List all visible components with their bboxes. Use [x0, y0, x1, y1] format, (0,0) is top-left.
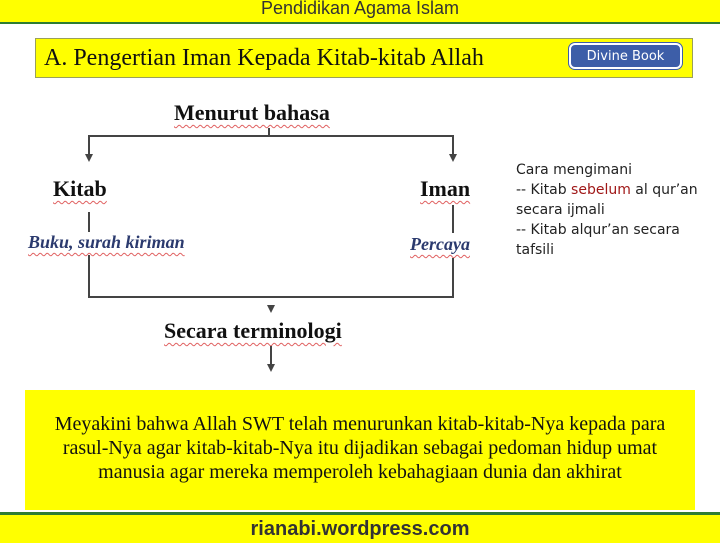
- divine-book-label: Divine Book: [586, 48, 665, 64]
- line1-highlight: sebelum: [571, 182, 631, 198]
- connector-left: [88, 135, 90, 155]
- arrow-right-icon: [449, 154, 457, 162]
- definition-box: [25, 390, 695, 510]
- footer-site: rianabi.wordpress.com: [250, 517, 470, 540]
- kitab-term: Kitab: [53, 176, 107, 201]
- connector-right: [452, 135, 454, 155]
- connector-kitab-meaning: [88, 212, 90, 232]
- connector-definition: [270, 346, 272, 366]
- connector-left-down: [88, 255, 90, 297]
- arrow-terminology-icon: [267, 305, 275, 313]
- divine-book-button[interactable]: [569, 43, 682, 69]
- side-note-heading: Cara mengimani: [516, 162, 633, 178]
- connector-iman-meaning: [452, 205, 454, 233]
- side-note-line1: [516, 180, 716, 220]
- kitab-meaning: Buku, surah kiriman: [28, 232, 185, 252]
- line1-suffix: al qur’an secara ijmali: [516, 182, 698, 218]
- side-note: [516, 160, 716, 260]
- line1-prefix: -- Kitab: [516, 182, 572, 198]
- side-note-line2: -- Kitab alqur’an secara tafsili: [516, 222, 680, 258]
- footer-banner: [0, 512, 720, 543]
- title-box: [35, 38, 693, 78]
- connector-right-down: [452, 258, 454, 297]
- iman-term: Iman: [420, 176, 471, 201]
- arrow-definition-icon: [267, 364, 275, 372]
- definition-text: Meyakini bahwa Allah SWT telah menurunkan kitab-kitab-Nya kepada para rasul-Nya agar kitab-kitab-Nya itu dijadikan sebagai pedoman hidup umat manusia agar mereka memperoleh kebahagiaan dunia dan akhirat: [54, 413, 666, 483]
- slide-title: A. Pengertian Iman Kepada Kitab-kitab Allah: [44, 45, 484, 71]
- header-banner: [0, 0, 720, 24]
- terminology-label: Secara terminologi: [164, 318, 342, 343]
- iman-meaning: Percaya: [410, 234, 470, 254]
- root-label: Menurut bahasa: [174, 100, 330, 125]
- course-title: Pendidikan Agama Islam: [260, 0, 460, 18]
- connector-horizontal: [88, 135, 454, 137]
- connector-join: [88, 296, 454, 298]
- arrow-left-icon: [85, 154, 93, 162]
